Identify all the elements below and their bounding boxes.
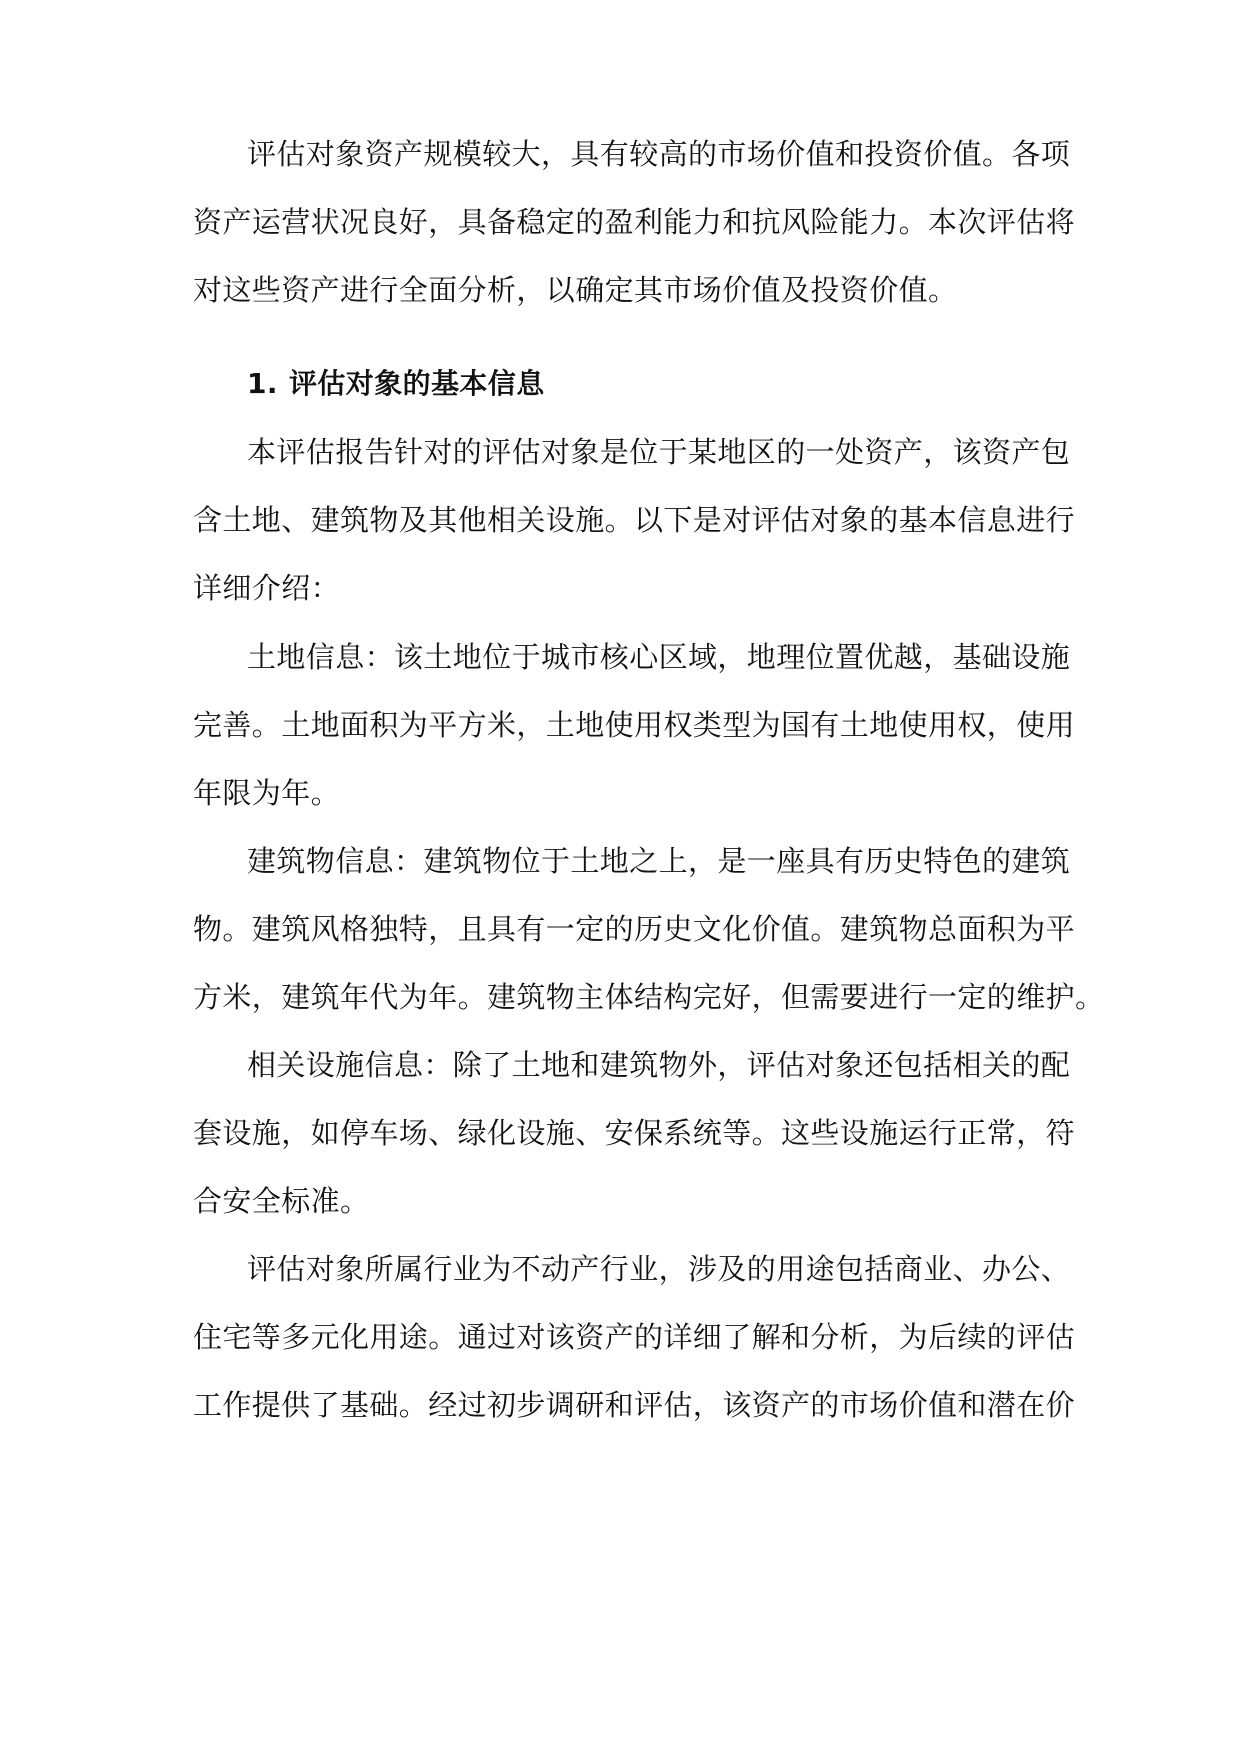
paragraph-line: 评估对象所属行业为不动产行业，涉及的用途包括商业、办公、 [247, 1252, 1071, 1286]
paragraph-line: 完善。土地面积为平方米，土地使用权类型为国有土地使用权，使用 [193, 708, 1076, 742]
paragraph-line: 含土地、建筑物及其他相关设施。以下是对评估对象的基本信息进行 [193, 503, 1076, 537]
paragraph-line: 物。建筑风格独特，且具有一定的历史文化价值。建筑物总面积为平 [193, 912, 1076, 946]
paragraph-line: 套设施，如停车场、绿化设施、安保系统等。这些设施运行正常，符 [193, 1116, 1076, 1150]
paragraph-line: 本评估报告针对的评估对象是位于某地区的一处资产，该资产包 [247, 435, 1071, 469]
paragraph-line: 资产运营状况良好，具备稳定的盈利能力和抗风险能力。本次评估将 [193, 205, 1076, 239]
paragraph-line: 建筑物信息：建筑物位于土地之上，是一座具有历史特色的建筑 [247, 844, 1071, 878]
section-number: 1. [247, 367, 278, 400]
paragraph-line: 土地信息：该土地位于城市核心区域，地理位置优越，基础设施 [247, 640, 1071, 674]
paragraph-line: 对这些资产进行全面分析，以确定其市场价值及投资价值。 [193, 273, 958, 307]
paragraph-line: 工作提供了基础。经过初步调研和评估，该资产的市场价值和潜在价 [193, 1388, 1076, 1422]
paragraph-line: 详细介绍： [193, 571, 341, 605]
section-heading [247, 364, 545, 404]
paragraph-line: 年限为年。 [193, 776, 341, 810]
paragraph-line: 住宅等多元化用途。通过对该资产的详细了解和分析，为后续的评估 [193, 1320, 1076, 1354]
paragraph-line: 方米，建筑年代为年。建筑物主体结构完好，但需要进行一定的维护。 [193, 980, 1105, 1014]
paragraph-line: 相关设施信息：除了土地和建筑物外，评估对象还包括相关的配 [247, 1048, 1071, 1082]
paragraph-line: 合安全标准。 [193, 1184, 370, 1218]
paragraph-line: 评估对象资产规模较大，具有较高的市场价值和投资价值。各项 [247, 137, 1071, 171]
section-title: 评估对象的基本信息 [289, 367, 545, 400]
